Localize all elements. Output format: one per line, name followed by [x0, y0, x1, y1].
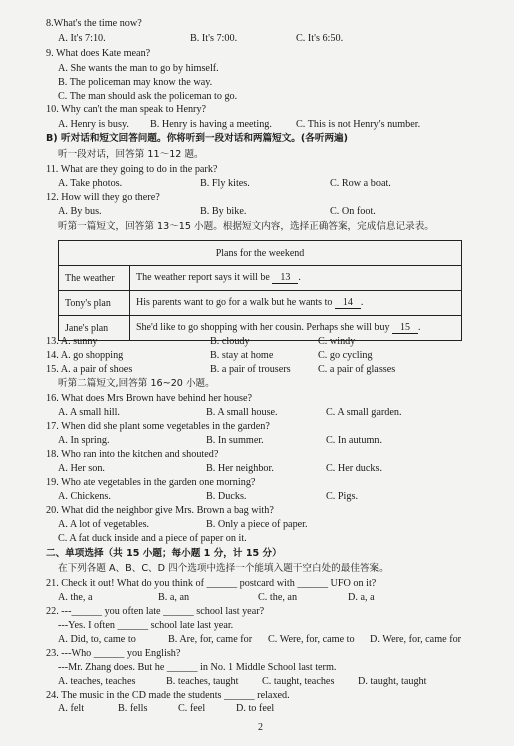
weekend-plans-table [58, 240, 462, 341]
question-14-option-c: C. go cycling [318, 350, 373, 361]
question-19-option-c: C. Pigs. [326, 491, 358, 502]
question-15-option-a: 15. A. a pair of shoes [46, 364, 133, 375]
question-23-stem: 23. ---Who ______ you English? [46, 648, 181, 659]
passage-2-intro: 听第二篇短文,回答第 16~20 小题。 [58, 378, 215, 389]
question-21-stem: 21. Check it out! What do you think of ______ postcard with ______ UFO on it? [46, 578, 377, 589]
row-label: Jane's plan [59, 316, 130, 341]
question-10-option-c: C. This is not Henry's number. [296, 119, 421, 130]
question-22-option-a: A. Did, to, came to [58, 634, 136, 645]
question-20-option-b: B. Only a piece of paper. [206, 519, 308, 530]
question-8-option-a: A. It's 7:10. [58, 33, 106, 44]
question-13-option-c: C. windy [318, 336, 356, 347]
question-22-option-d: D. Were, for, came for [370, 634, 462, 645]
row-content [130, 266, 462, 291]
question-22-reply: ---Yes. I often ______ school late last year. [58, 620, 234, 631]
question-18-option-a: A. Her son. [58, 463, 105, 474]
question-21-option-c: C. the, an [258, 592, 298, 603]
row-end: . [417, 322, 421, 333]
question-10-option-b: B. Henry is having a meeting. [150, 119, 272, 130]
question-9-stem: 9. What does Kate mean? [46, 48, 151, 59]
table-title: Plans for the weekend [59, 241, 462, 266]
question-8-option-c: C. It's 6:50. [296, 33, 344, 44]
question-21-option-b: B. a, an [158, 592, 190, 603]
question-22-option-b: B. Are, for, came for [168, 634, 253, 645]
question-12-option-b: B. By bike. [200, 206, 247, 217]
question-20-option-a: A. A lot of vegetables. [58, 519, 150, 530]
question-13-option-a: 13. A. sunny [46, 336, 98, 347]
question-11-stem: 11. What are they going to do in the park? [46, 164, 218, 175]
question-12-stem: 12. How will they go there? [46, 192, 160, 203]
row-label: Tony's plan [59, 291, 130, 316]
question-21-option-d: D. a, a [348, 592, 375, 603]
question-22-stem: 22. ---______ you often late ______ school last year? [46, 606, 265, 617]
question-16-stem: 16. What does Mrs Brown have behind her house? [46, 393, 253, 404]
question-20-option-c: C. A fat duck inside and a piece of paper on it. [58, 533, 247, 544]
table-row [59, 316, 462, 341]
question-9-option-c: C. The man should ask the policeman to go. [58, 91, 238, 102]
question-11-option-c: C. Row a boat. [330, 178, 391, 189]
question-16-option-a: A. A small hill. [58, 407, 120, 418]
part-2-instructions: 在下列各题 A、B、C、D 四个选项中选择一个能填入题干空白处的最佳答案。 [58, 563, 389, 574]
question-14-option-b: B. stay at home [210, 350, 274, 361]
table-row [59, 291, 462, 316]
row-text: The weather report says it will be [136, 272, 270, 283]
row-text: She'd like to go shopping with her cousin. Perhaps she will buy [136, 322, 390, 333]
row-text: His parents want to go for a walk but he wants to [136, 297, 333, 308]
question-24-stem: 24. The music in the CD made the students ______ relaxed. [46, 690, 290, 701]
question-9-option-a: A. She wants the man to go by himself. [58, 63, 219, 74]
question-24-option-a: A. felt [58, 703, 85, 714]
question-17-option-b: B. In summer. [206, 435, 264, 446]
question-15-option-b: B. a pair of trousers [210, 364, 291, 375]
question-23-option-d: D. taught, taught [358, 676, 427, 687]
question-8-stem: 8.What's the time now? [46, 18, 142, 29]
row-content [130, 316, 462, 341]
table-row [59, 266, 462, 291]
answer-blank-14: 14 [335, 297, 361, 309]
question-12-option-c: C. On foot. [330, 206, 376, 217]
question-23-reply: ---Mr. Zhang does. But he ______ in No. 1 Middle School last term. [58, 662, 337, 673]
question-21-option-a: A. the, a [58, 592, 93, 603]
question-11-option-b: B. Fly kites. [200, 178, 250, 189]
question-20-stem: 20. What did the neighbor give Mrs. Brown a bag with? [46, 505, 274, 516]
question-19-option-b: B. Ducks. [206, 491, 247, 502]
question-23-option-a: A. teaches, teaches [58, 676, 136, 687]
question-9-option-b: B. The policeman may know the way. [58, 77, 213, 88]
question-10-option-a: A. Henry is busy. [58, 119, 129, 130]
question-14-option-a: 14. A. go shopping [46, 350, 124, 361]
question-24-option-c: C. feel [178, 703, 206, 714]
part-2-title: 二、单项选择（共 15 小题；每小题 1 分，计 15 分） [46, 548, 282, 559]
question-17-option-c: C. In autumn. [326, 435, 383, 446]
question-18-option-c: C. Her ducks. [326, 463, 383, 474]
section-b-title: B) 听对话和短文回答问题。你将听到一段对话和两篇短文。(各听两遍) [46, 133, 349, 144]
answer-blank-15: 15 [392, 322, 418, 334]
question-16-option-c: C. A small garden. [326, 407, 402, 418]
question-23-option-c: C. taught, teaches [262, 676, 335, 687]
page-number: 2 [258, 722, 263, 733]
question-10-stem: 10. Why can't the man speak to Henry? [46, 104, 207, 115]
passage-1-intro: 听第一篇短文，回答第 13～15 小题。根据短文内容，选择正确答案，完成信息记录表。 [58, 221, 434, 232]
row-end: . [360, 297, 364, 308]
question-19-option-a: A. Chickens. [58, 491, 111, 502]
answer-blank-13: 13 [272, 272, 298, 284]
question-13-option-b: B. cloudy [210, 336, 250, 347]
question-24-option-b: B. fells [118, 703, 148, 714]
question-11-option-a: A. Take photos. [58, 178, 123, 189]
question-22-option-c: C. Were, for, came to [268, 634, 355, 645]
question-23-option-b: B. teaches, taught [166, 676, 239, 687]
question-19-stem: 19. Who ate vegetables in the garden one morning? [46, 477, 256, 488]
row-end: . [298, 272, 301, 283]
question-8-option-b: B. It's 7:00. [190, 33, 238, 44]
question-18-option-b: B. Her neighbor. [206, 463, 274, 474]
question-15-option-c: C. a pair of glasses [318, 364, 396, 375]
table-header-row [59, 241, 462, 266]
question-18-stem: 18. Who ran into the kitchen and shouted? [46, 449, 219, 460]
row-label: The weather [59, 266, 130, 291]
question-16-option-b: B. A small house. [206, 407, 278, 418]
question-12-option-a: A. By bus. [58, 206, 102, 217]
section-b-dialogue-intro: 听一段对话，回答第 11～12 题。 [58, 149, 204, 160]
question-17-stem: 17. When did she plant some vegetables in the garden? [46, 421, 270, 432]
question-17-option-a: A. In spring. [58, 435, 110, 446]
row-content [130, 291, 462, 316]
question-24-option-d: D. to feel [236, 703, 275, 714]
